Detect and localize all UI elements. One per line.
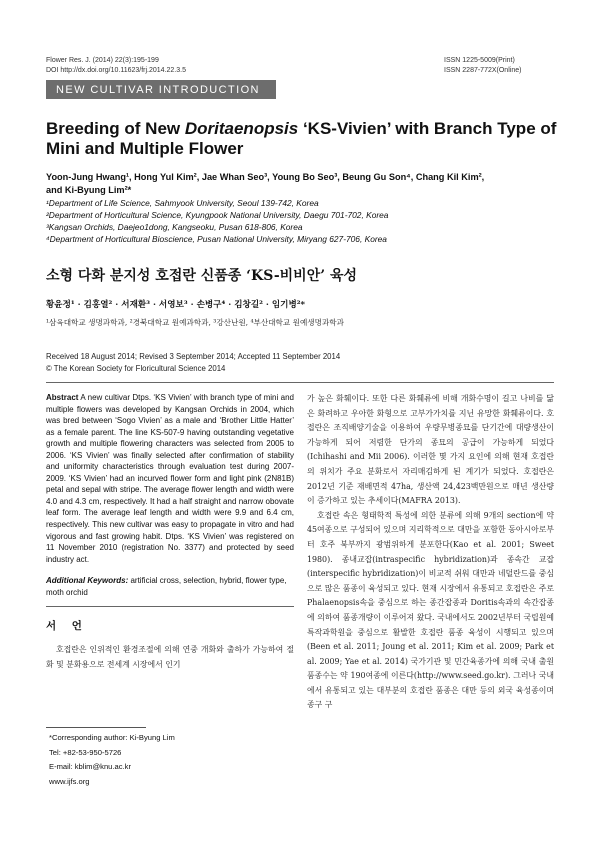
affiliation-1: ¹Department of Life Science, Sahmyook University, Seoul 139-742, Korea xyxy=(46,198,319,208)
affiliation-3: ³Kangsan Orchids, Daejeo1dong, Kangseoku, Pusan 618-806, Korea xyxy=(46,222,303,232)
footnote-rule xyxy=(46,727,146,728)
journal-header xyxy=(46,56,186,76)
copyright: © The Korean Society for Floricultural Science 2014 xyxy=(46,364,226,373)
keywords-text: artificial cross, selection, hybrid, flower type, moth orchid xyxy=(46,576,287,597)
section-band xyxy=(46,80,276,99)
korean-affiliations: ¹삼육대학교 생명과학과, ²경북대학교 원예과학과, ³강산난원, ⁴부산대학교 원예생명과학과 xyxy=(46,318,344,327)
keywords-label: Additional Keywords: xyxy=(46,576,129,586)
korean-authors: 황윤정¹ · 김홍열² · 서재환³ · 서영보³ · 손병구⁴ · 김창길² · 임기병²* xyxy=(46,300,306,310)
intro-paragraph-left: 호접란은 인위적인 환경조절에 의해 연중 개화와 출하가 가능하여 절화 및 분화용으로 전세계 시장에서 인기 xyxy=(46,645,294,669)
affiliation-2: ²Department of Horticultural Science, Kyungpook National University, Daegu 701-702, Korea xyxy=(46,210,389,220)
corresponding-author: *Corresponding author: Ki-Byung Lim xyxy=(49,733,175,742)
left-column xyxy=(46,392,294,672)
corresponding-footnote xyxy=(46,727,294,789)
journal-website[interactable]: www.ijfs.org xyxy=(49,776,90,786)
title-post: ‘KS-Vivien’ with Branch Type of Mini and Multiple Flower xyxy=(46,119,557,158)
abstract xyxy=(46,392,294,565)
right-column xyxy=(307,392,554,713)
affiliation-4: ⁴Department of Horticultural Bioscience, Pusan National University, Miryang 627-706, Korea xyxy=(46,234,387,244)
paper-title xyxy=(46,119,566,159)
intro-paragraph-right-1: 가 높은 화훼이다. 또한 다른 화훼류에 비해 개화수명이 길고 나비를 닮은 화려하고 우아한 화형으로 고부가가치를 지닌 유망한 화훼류이다. 호접란은 조직배양기술을 이용하여 우량무병종묘를 단기간에 대량생산이 가능하게 되어 저렴한 단가의 종묘의 공급이 가능하게 되었다(Ichihashi and Mii 2006). 이러한 몇 가지 요인에 의해 현재 호접란의 위치가 주요 분화로서 자리매김하게 된 계기가 되었다. 호접란은 2012년 기준 재배면적 47ha, 생산액 24,423백만원으로 매년 생산량이 증가하고 있는 추세이다(MAFRA 2013). xyxy=(307,394,554,506)
issn-online: ISSN 2287-772X(Online) xyxy=(444,67,522,74)
issn-print: ISSN 1225-5009(Print) xyxy=(444,57,515,64)
keywords xyxy=(46,575,294,598)
journal-citation: Flower Res. J. (2014) 22(3):195-199 xyxy=(46,57,159,64)
divider-keywords xyxy=(46,606,294,607)
title-pre: Breeding of New xyxy=(46,119,185,138)
abstract-text: A new cultivar Dtps. ‘KS Vivien’ with branch type of mini and multiple flowers was developed by Kangsan Orchids in 2004, which was bred between ‘Sogo Vivien’ as a male and ‘Brother Little Hatter’ as a female parent. The line KS-507-9 having outstanding vegetative growth and multiple flowering characters was selected from 2005 to 2006. ‘KS Vivien’ was finally selected after confirmation of stability and uniformity characteristics through evaluation test during 2007-2009. ‘KS Vivien’ had an incurved flower form and light pink (2N81B) petal and sepal with stripe. The average flower length and width were 4.0 and 4.3 cm, respectively. It had a half straight and narrow obovate leaf form. The average leaf length and width were 9.9 and 6.4 cm, respectively. This new cultivar was easy to propagate in vitro and had vigorous and fast growing habit. Dtps. ‘KS Vivien’ was registered on 11 November 2010 (registration No. 3377) and protected by seed industry act. xyxy=(46,393,294,564)
title-genus: Doritaenopsis xyxy=(184,119,299,138)
korean-title: 소형 다화 분지성 호접란 신품종 ‘KS-비비안’ 육성 xyxy=(46,268,358,284)
corresponding-tel: Tel: +82-53-950-5726 xyxy=(49,747,122,757)
doi-link[interactable]: DOI http://dx.doi.org/10.11623/frj.2014.22.3.5 xyxy=(46,67,186,74)
authors-line-2: and Ki-Byung Lim²* xyxy=(46,185,132,195)
intro-heading: 서 언 xyxy=(46,620,88,633)
abstract-label: Abstract xyxy=(46,393,79,402)
section-band-label: NEW CULTIVAR INTRODUCTION xyxy=(56,84,260,96)
intro-paragraph-right-2: 호접란 속은 형태학적 특성에 의한 분류에 의해 9개의 section에 약 45여종으로 구성되어 있으며 지리학적으로 대만을 포함한 동아시아로부터 호주 북부까지 광범위하게 분포한다(Kao et al. 2001; Sweet 1980). 종내교잡(intraspecific hybridization)과 종속간 교잡(interspecific hybridization)이 비교적 쉬워 대만과 네덜란드를 중심으로 많은 품종이 육성되고 있다. 현재 시장에서 유통되고 호접란은 주로 Phalaenopsis속을 중심으로 하는 종간잡종과 Doritis속과의 속간잡종에 의하여 품종개량이 이루어져 왔다. 국내에서도 2002년부터 국립원예특작과학원을 중심으로 활발한 호접란 품종 육성이 시행되고 있으며(Been et al. 2011; Joung et al. 2011; Kim et al. 2009; Park et al. 2009; Yae et al. 2014) 국가기관 및 민간육종가에 의해 국내 출원 품종수는 약 190여종에 이른다(http://www.seed.go.kr). 그러나 국내에서 유통되고 있는 대부분의 호접란 품종은 대만 등의 외국 육성종이며 종구 구 xyxy=(307,510,554,710)
divider-top xyxy=(46,382,554,383)
author-list xyxy=(46,171,566,197)
authors-line-1: Yoon-Jung Hwang¹, Hong Yul Kim², Jae Whan Seo³, Young Bo Seo³, Beung Gu Son⁴, Chang Kil Kim², xyxy=(46,172,485,182)
corresponding-email[interactable]: E-mail: kblim@knu.ac.kr xyxy=(49,762,131,772)
issn-block xyxy=(444,56,554,76)
publication-dates xyxy=(46,351,340,375)
affiliation-list xyxy=(46,197,566,245)
received-dates: Received 18 August 2014; Revised 3 September 2014; Accepted 11 September 2014 xyxy=(46,352,341,361)
